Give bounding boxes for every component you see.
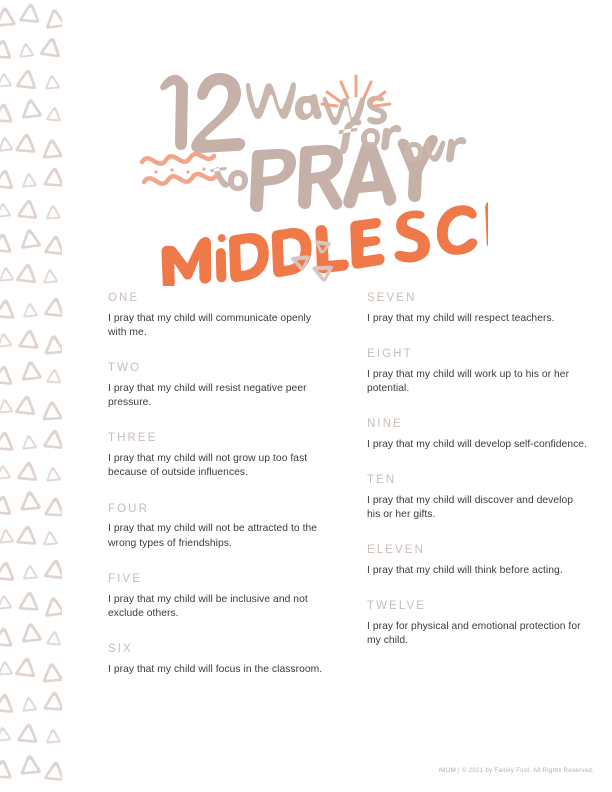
title-artwork	[128, 46, 488, 286]
title-number-12	[160, 73, 245, 153]
prayer-number: TWELVE	[367, 600, 427, 613]
prayer-item	[367, 474, 588, 522]
prayer-item	[108, 573, 329, 621]
prayer-item	[367, 418, 588, 452]
title-lockup	[128, 46, 488, 286]
prayer-text: I pray that my child will work up to his or her potential.	[367, 368, 570, 394]
prayer-item	[108, 432, 329, 480]
prayer-number: EIGHT	[367, 347, 413, 360]
prayer-item	[108, 292, 329, 340]
starburst-icon	[322, 76, 390, 106]
prayer-item	[367, 348, 588, 396]
title-word-ways	[246, 82, 387, 125]
prayer-list	[108, 292, 588, 677]
prayer-column-left	[108, 292, 329, 677]
prayer-number: NINE	[367, 418, 403, 431]
prayer-text: I pray that my child will respect teachers.	[367, 312, 555, 324]
triangle-pattern-svg	[0, 0, 62, 792]
prayer-item	[108, 362, 329, 410]
prayer-number: SEVEN	[367, 292, 417, 304]
prayer-column-right	[367, 292, 588, 677]
prayer-number: FIVE	[108, 572, 142, 585]
prayer-text: I pray that my child will not be attracted to the wrong types of friendships.	[108, 523, 318, 549]
footer-copyright: iMOM | © 2021 by Family First. All Rights Reserved.	[438, 767, 594, 774]
prayer-text: I pray that my child will develop self-confidence.	[367, 438, 587, 450]
prayer-number: THREE	[108, 432, 158, 445]
prayer-number: SIX	[108, 643, 133, 656]
prayer-text: I pray that my child will focus in the classroom.	[108, 663, 323, 675]
triangle-rows	[0, 3, 62, 782]
prayer-number: ONE	[108, 292, 140, 304]
prayer-item	[367, 292, 588, 326]
prayer-text: I pray that my child will be inclusive and not exclude others.	[108, 593, 308, 619]
prayer-item	[108, 503, 329, 551]
prayer-item	[367, 544, 588, 578]
prayer-text: I pray that my child will think before acting.	[367, 564, 563, 576]
prayer-number: FOUR	[108, 502, 149, 515]
prayer-item	[367, 600, 588, 648]
prayer-number: ELEVEN	[367, 544, 425, 557]
prayer-number: TWO	[108, 362, 142, 375]
triangle-pattern-band	[0, 0, 62, 792]
prayer-text: I pray that my child will resist negative peer pressure.	[108, 382, 307, 409]
prayer-text: I pray that my child will not grow up too fast because of outside influences.	[108, 453, 308, 479]
prayer-number: TEN	[367, 474, 397, 487]
prayer-text: I pray that my child will communicate openly with me.	[108, 312, 312, 338]
prayer-item	[108, 643, 329, 677]
prayer-text: I pray that my child will discover and develop his or her gifts.	[367, 494, 574, 521]
prayer-text: I pray for physical and emotional protection for my child.	[367, 620, 581, 647]
